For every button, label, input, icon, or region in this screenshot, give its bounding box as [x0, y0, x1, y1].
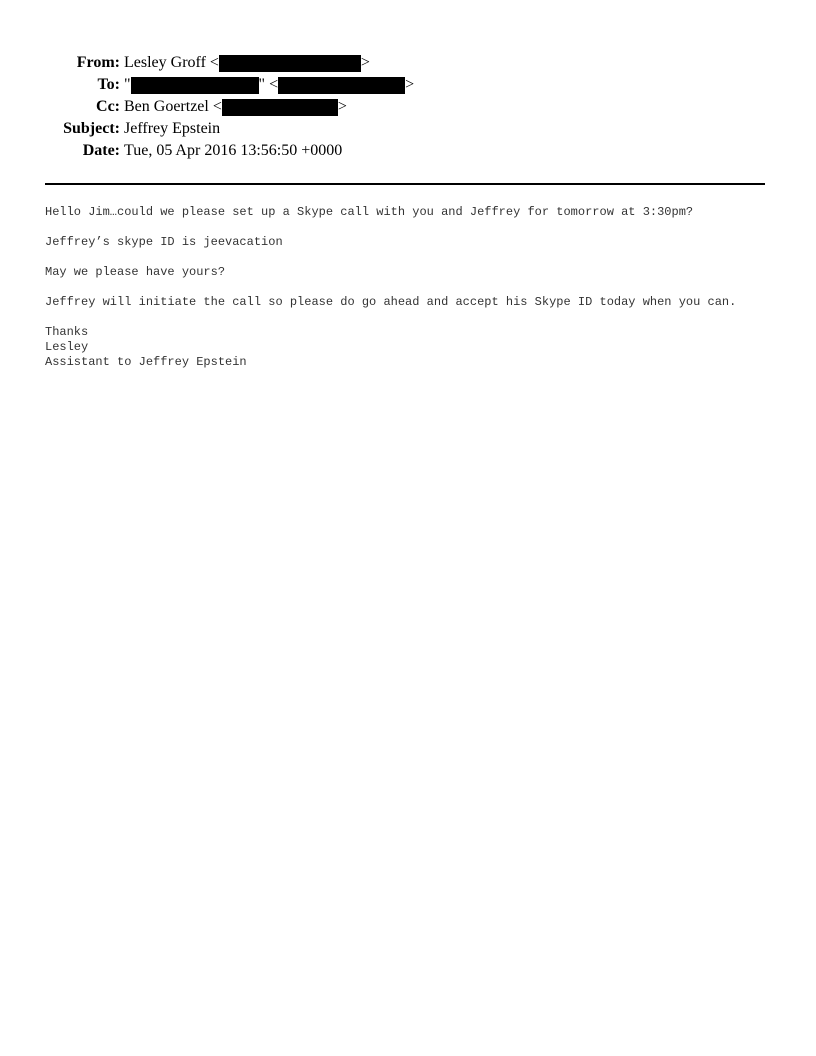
to-value: [124, 74, 414, 96]
from-row: [0, 52, 500, 74]
body-paragraph: Jeffrey’s skype ID is jeevacation: [45, 235, 283, 249]
from-name: Lesley Groff <: [124, 54, 219, 71]
email-body: [45, 205, 767, 370]
redaction-box: [222, 99, 338, 116]
signature-line: Lesley: [45, 340, 89, 354]
to-label: To:: [97, 76, 120, 93]
cc-value: [124, 96, 347, 118]
redaction-box: [131, 77, 259, 94]
to-quote-close: " <: [258, 76, 279, 93]
cc-suffix: >: [337, 98, 347, 115]
date-label: Date:: [82, 142, 120, 159]
date-value: Tue, 05 Apr 2016 13:56:50 +0000: [124, 142, 343, 159]
to-row: [0, 74, 500, 96]
cc-name: Ben Goertzel <: [124, 98, 222, 115]
body-paragraph: Jeffrey will initiate the call so please do go ahead and accept his Skype ID today when you can.: [45, 295, 737, 309]
to-quote-open: ": [124, 76, 131, 93]
from-label: From:: [76, 54, 120, 71]
redaction-box: [219, 55, 361, 72]
email-header: [0, 52, 500, 162]
cc-label: Cc:: [96, 98, 120, 115]
date-row: [0, 140, 500, 162]
subject-row: [0, 118, 500, 140]
subject-label: Subject:: [63, 120, 120, 137]
body-paragraph: May we please have yours?: [45, 265, 226, 279]
signature-line: Thanks: [45, 325, 89, 339]
body-paragraph: Hello Jim…could we please set up a Skype call with you and Jeffrey for tomorrow at 3:30pm?: [45, 205, 694, 219]
from-suffix: >: [360, 54, 370, 71]
signature: [45, 325, 767, 370]
to-suffix: >: [405, 76, 415, 93]
header-divider: [45, 183, 765, 185]
subject-value: Jeffrey Epstein: [124, 120, 221, 137]
cc-row: [0, 96, 500, 118]
from-value: [124, 52, 370, 74]
signature-line: Assistant to Jeffrey Epstein: [45, 355, 247, 369]
redaction-box: [278, 77, 405, 94]
